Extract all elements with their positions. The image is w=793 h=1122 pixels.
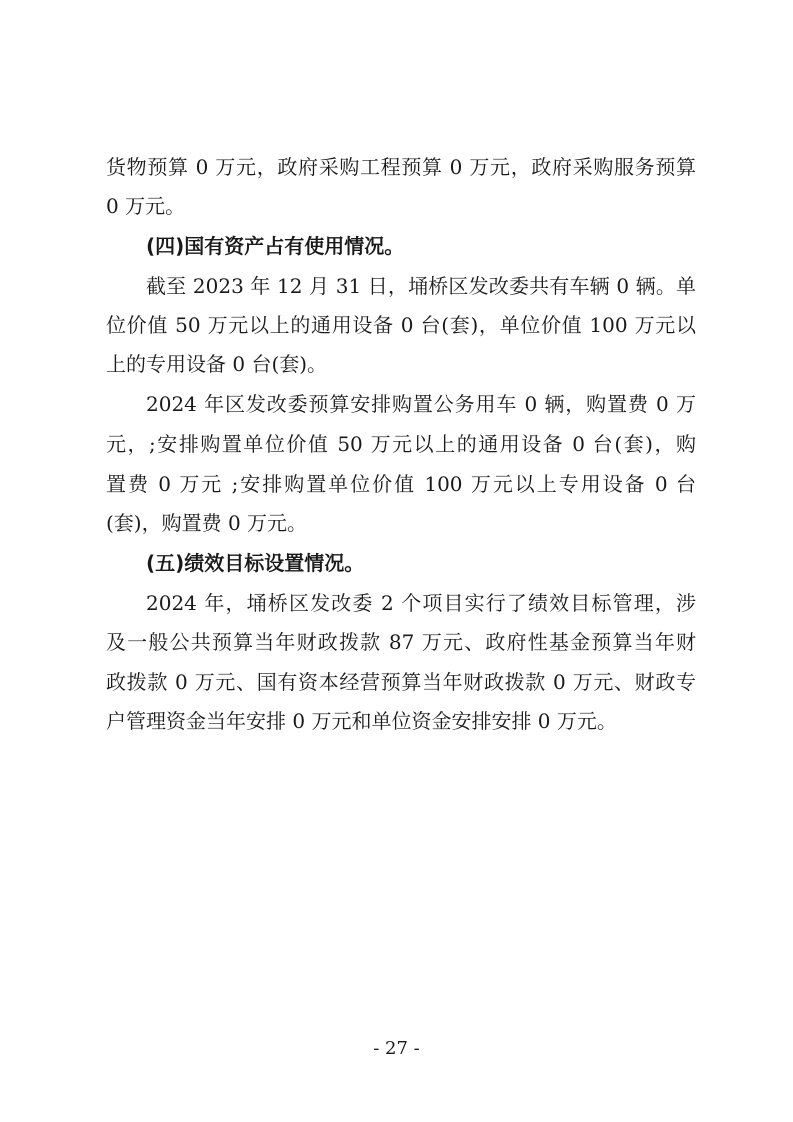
body-text-line: 位价值 50 万元以上的通用设备 0 台(套)，单位价值 100 万元以 <box>106 313 696 337</box>
body-text-line: 货物预算 0 万元，政府采购工程预算 0 万元，政府采购服务预算 <box>106 155 696 179</box>
body-text-line: 元，;安排购置单位价值 50 万元以上的通用设备 0 台(套)，购 <box>106 432 696 456</box>
body-text-line: 2024 年，埇桥区发改委 2 个项目实行了绩效目标管理，涉 <box>146 591 696 615</box>
body-text-line: 0 万元。 <box>106 194 186 218</box>
section-heading-performance: (五)绩效目标设置情况。 <box>146 551 365 575</box>
body-text-line: 截至 2023 年 12 月 31 日，埇桥区发改委共有车辆 0 辆。单 <box>146 274 696 298</box>
body-text-line: 置费 0 万元 ;安排购置单位价值 100 万元以上专用设备 0 台 <box>106 472 696 496</box>
body-text-line: 政拨款 0 万元、国有资本经营预算当年财政拨款 0 万元、财政专 <box>106 670 696 694</box>
body-text-line: 2024 年区发改委预算安排购置公务用车 0 辆，购置费 0 万 <box>146 392 696 416</box>
page-number: - 27 - <box>373 1038 420 1059</box>
section-heading-assets: (四)国有资产占有使用情况。 <box>146 234 405 258</box>
body-text-line: 户管理资金当年安排 0 万元和单位资金安排安排 0 万元。 <box>106 709 617 733</box>
body-text-line: (套)，购置费 0 万元。 <box>106 511 308 535</box>
body-text-line: 及一般公共预算当年财政拨款 87 万元、政府性基金预算当年财 <box>106 630 696 654</box>
body-text-line: 上的专用设备 0 台(套)。 <box>106 352 328 376</box>
